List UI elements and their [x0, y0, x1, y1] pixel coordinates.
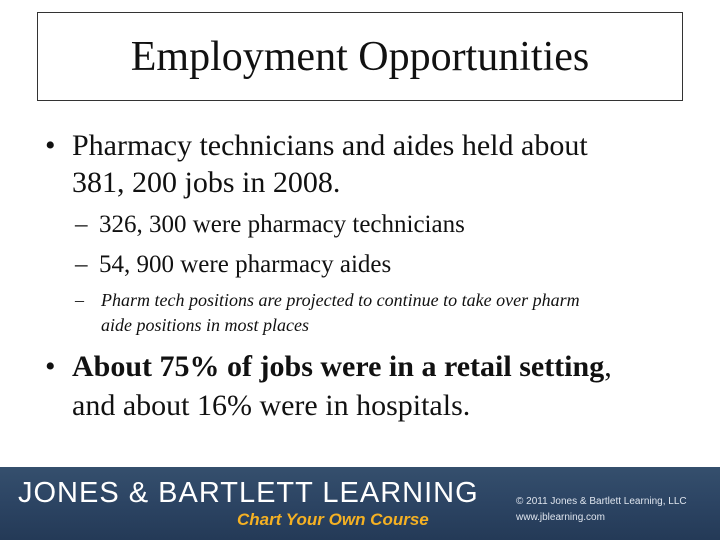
title-box [37, 12, 683, 101]
bullet-marker: • [45, 129, 56, 162]
sub-bullet-marker: – [75, 251, 88, 278]
bullet2-line1 [72, 349, 612, 385]
sub-bullet-aides: 54, 900 were pharmacy aides [99, 251, 392, 278]
brand-tagline: Chart Your Own Course [237, 510, 429, 529]
footer-banner [0, 467, 720, 540]
bullet1-line2: 381, 200 jobs in 2008. [72, 166, 341, 199]
bullet2-bold-text: About 75% of jobs were in a retail setting [72, 350, 605, 383]
sub-bullet-marker: – [75, 290, 84, 310]
sub-bullet-projection-line2: aide positions in most places [101, 315, 309, 335]
website-link[interactable]: www.jblearning.com [516, 512, 605, 523]
sub-bullet-technicians: 326, 300 were pharmacy technicians [99, 211, 465, 238]
sub-bullet-marker: – [75, 211, 88, 238]
bullet-marker: • [45, 350, 56, 383]
slide-title: Employment Opportunities [130, 33, 590, 80]
bullet1-line1: Pharmacy technicians and aides held about [72, 129, 588, 162]
bullet2-line2: and about 16% were in hospitals. [72, 389, 471, 422]
brand-logo-text: JONES & BARTLETT LEARNING [18, 477, 479, 509]
copyright-text: © 2011 Jones & Bartlett Learning, LLC [516, 496, 687, 507]
sub-bullet-projection-line1: Pharm tech positions are projected to continue to take over pharm [101, 290, 580, 310]
bullet2-comma: , [604, 350, 612, 383]
